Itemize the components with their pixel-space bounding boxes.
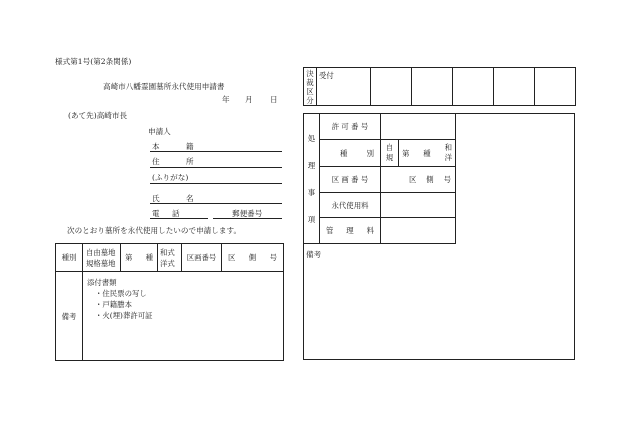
- processing-table: [303, 113, 456, 244]
- section-label: 区画番号: [182, 244, 222, 272]
- ku-cell[interactable]: [222, 244, 284, 272]
- shori-ku: 区: [409, 175, 417, 184]
- approval-box-3[interactable]: [453, 68, 494, 106]
- processing-label: 処 理 事 項: [304, 114, 320, 244]
- go-label: 号: [269, 253, 277, 262]
- date-day: 日: [270, 95, 278, 104]
- grave-types-cell[interactable]: [83, 244, 121, 272]
- receipt-cell[interactable]: [317, 68, 371, 106]
- shori-kind-dai: 第: [402, 148, 410, 158]
- shori-kind-shu: 種: [423, 148, 431, 158]
- shori-style-western: 洋: [444, 153, 452, 162]
- remarks-label: 備考: [56, 272, 83, 361]
- kind-dai: 第: [125, 253, 133, 262]
- style-japanese: 和式: [160, 247, 175, 257]
- kanri-fee-label: 管 理 料: [320, 218, 381, 244]
- section-number-value[interactable]: [381, 167, 456, 193]
- application-statement: 次のとおり墓所を永代使用したいので申請します。: [67, 226, 242, 235]
- receipt-label: 受付: [319, 71, 334, 80]
- processing-remarks-area[interactable]: [304, 262, 574, 358]
- form-number: 様式第1号(第2条関係): [55, 57, 132, 66]
- eidai-fee-label: 永代使用料: [320, 193, 381, 218]
- address-char-1: 住: [152, 157, 160, 166]
- approval-label: 決 裁 区 分: [304, 68, 317, 106]
- lower-left-table: [55, 243, 284, 361]
- eidai-fee-value[interactable]: [381, 193, 456, 218]
- date-month: 月: [245, 95, 253, 104]
- approval-box-1[interactable]: [371, 68, 412, 106]
- gawa-label: 側: [248, 253, 257, 262]
- processing-remarks-label: 備考: [306, 250, 322, 259]
- shori-go: 号: [443, 175, 451, 184]
- shori-style-japanese: 和: [444, 143, 452, 152]
- styles-cell[interactable]: [158, 244, 182, 272]
- approval-table: [303, 67, 576, 106]
- approval-box-5[interactable]: [535, 68, 576, 106]
- section-number-label: 区 画 番 号: [320, 167, 381, 193]
- remarks-area[interactable]: [83, 272, 284, 361]
- grave-type-free: 自由墓地: [86, 247, 116, 257]
- phone-char-1: 電: [152, 209, 160, 218]
- name-line[interactable]: [150, 203, 282, 204]
- name-char-2: 名: [186, 194, 194, 203]
- honseki-char-1: 本: [152, 142, 160, 151]
- attachment-item: ・火(埋)葬許可証: [95, 311, 153, 320]
- kind-cell[interactable]: [121, 244, 158, 272]
- date-year: 年: [222, 95, 230, 104]
- shori-kind-cell[interactable]: [399, 140, 456, 167]
- addressee: (あて先)高崎市長: [68, 111, 128, 120]
- phone-line[interactable]: [150, 218, 208, 219]
- style-western: 洋式: [160, 258, 175, 268]
- name-char-1: 氏: [152, 194, 160, 203]
- approval-box-2[interactable]: [412, 68, 453, 106]
- address-char-2: 所: [186, 157, 194, 166]
- approval-box-4[interactable]: [494, 68, 535, 106]
- permit-number-value[interactable]: [381, 114, 456, 140]
- attachment-item: ・住民票の写し: [95, 289, 147, 298]
- postal-line[interactable]: [213, 218, 282, 219]
- category-label: 種別: [56, 244, 83, 272]
- furigana-line[interactable]: [150, 183, 282, 184]
- kind-shu: 種: [145, 253, 153, 262]
- attachments-title: 添付書類: [87, 278, 117, 287]
- phone-char-2: 話: [172, 209, 180, 218]
- kanri-fee-value[interactable]: [381, 218, 456, 244]
- kind-label: 種 別: [320, 140, 381, 167]
- postal-label: 郵便番号: [232, 209, 263, 218]
- permit-number-label: 許 可 番 号: [320, 114, 381, 140]
- honseki-char-2: 籍: [186, 142, 194, 151]
- ku-label: 区: [228, 253, 236, 262]
- shori-gawa: 側: [426, 175, 434, 184]
- shori-grave-types[interactable]: 自 規: [381, 140, 399, 167]
- attachment-item: ・戸籍謄本: [95, 300, 132, 309]
- honseki-line[interactable]: [150, 151, 282, 152]
- applicant-label: 申請人: [148, 127, 171, 136]
- grave-type-standard: 規格墓地: [86, 258, 116, 268]
- document-title: 高崎市八幡霊園墓所永代使用申請書: [103, 82, 225, 91]
- furigana-label: (ふりがな): [152, 173, 189, 182]
- address-line[interactable]: [150, 167, 282, 168]
